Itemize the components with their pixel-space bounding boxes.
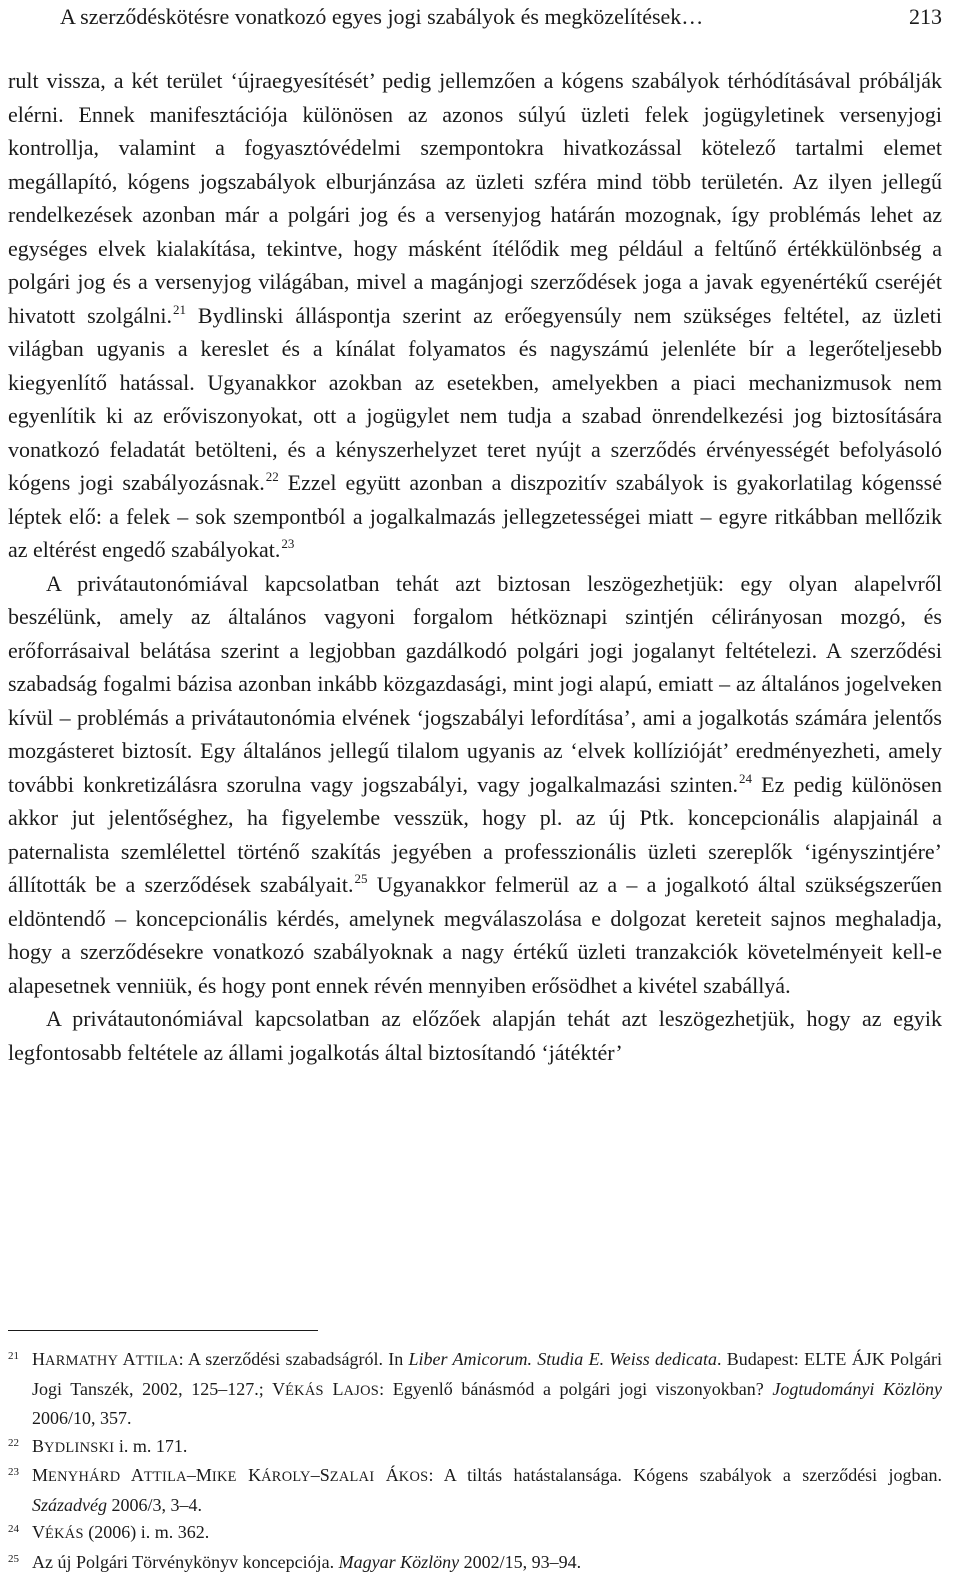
paragraph-1 <box>8 64 942 567</box>
page-number: 213 <box>909 4 942 29</box>
journal-title: Századvég <box>32 1494 107 1515</box>
footnote-ref-22: 22 <box>265 469 279 484</box>
footnote-number: 21 <box>8 1350 19 1362</box>
paragraph-text: Bydlinski álláspontja szerint az erőegyensúly nem szükséges feltétel, az üzleti világban ugyanis a kereslet és a kínálat folyamatos és nagyszámú jelenléte bír a legerőteljesebb kiegyenlítő hatással. Ugyanakkor azokban az esetekben, amelyekben a piaci mechanizmusok nem egyenlítik ki az erőviszonyokat, ott a jogügylet nem tudja a szabad önrendelkezési jog biztosítására vonatkozó feladatát betölteni, és a kényszerhelyzet teret nyújt a szerződés érvényességét befolyásoló kógens jogi szabályozásnak. <box>8 302 942 495</box>
footnote-number: 23 <box>8 1466 19 1478</box>
paragraph-2 <box>8 567 942 1003</box>
footnote-ref-23: 23 <box>281 536 295 551</box>
footnotes <box>8 1346 942 1576</box>
main-text <box>8 64 942 1069</box>
footnote-ref-21: 21 <box>173 301 187 317</box>
paragraph-text: Ez pedig különösen akkor jut jelentőséghez, ha figyelembe vesszük, hogy pl. az új Ptk. koncepcionális alapjainál a paternalista szemlélettel történő szakítás jegyében a professzionális üzleti szereplők ‘igényszintjére’ állították be a szerződések szabályait. <box>8 771 942 897</box>
author-name: MIKE KÁROLY <box>195 1465 311 1485</box>
footnote-24: 24 VÉKÁS (2006) i. m. 362. <box>8 1519 942 1549</box>
author-name: HARMATHY ATTILA <box>32 1349 179 1369</box>
footnote-22: 22 BYDLINSKI i. m. 171. <box>8 1433 942 1463</box>
paragraph-3: A privátautonómiával kapcsolatban az előzőek alapján tehát azt leszögezhetjük, hogy az egyik legfontosabb feltétele az állami jogalkotás által biztosítandó ‘játéktér’ <box>8 1006 942 1065</box>
book-title: Liber Amicorum. Studia E. Weiss dedicata <box>408 1349 717 1369</box>
footnote-number: 24 <box>8 1523 19 1535</box>
paragraph-text: Ugyanakkor felmerül az a – a jogalkotó által szükségszerűen eldöntendő – koncepcionális kérdés, amelynek megválaszolása e dolgozat kereteit sajnos meghaladja, hogy a szerződésekre vonatkozó szabályoknak a nagy értékű üzleti tranzakciók követelményeit kell-e alapesetnek venniük, és hogy pont ennek révén mennyiben erősödhet a kivétel szabállyá. <box>8 872 942 998</box>
running-header <box>60 0 942 34</box>
footnote-ref-25: 25 <box>354 871 368 886</box>
footnote-21: 21 HARMATHY ATTILA: A szerződési szabadságról. In Liber Amicorum. Studia E. Weiss dedicata. Budapest: ELTE ÁJK Polgári Jogi Tanszék, 2002, 125–127.; VÉKÁS LAJOS: Egyenlő bánásmód a polgári jogi viszonyokban? Jogtudományi Közlöny 2006/10, 357. <box>8 1346 942 1433</box>
journal-title: Magyar Közlöny <box>338 1551 460 1572</box>
footnote-number: 25 <box>8 1552 19 1565</box>
paragraph-text: A privátautonómiával kapcsolatban tehát azt biztosan leszögezhetjük: egy olyan alapelvről beszélünk, amely az általános vagyoni forgalom hétköznapi szintjén célirányosan mozgó, és erőforrásaival belátása szerint a legjobban gazdálkodó polgári jogi jogalanyt feltételezi. A szerződési szabadság fogalmi bázisa azonban inkább közgazdasági, mint jogi alapú, emiatt – az általános jogelveken kívül – problémás a privátautonómia elvének ‘jogszabályi lefordítása’, ami a jogalkotás számára jelentős mozgásteret biztosít. Egy általános jellegű tilalom ugyanis az ‘elvek kollízióját’ eredményezheti, amely további konkretizálásra szorulna vagy jogszabályi, vagy jogalkalmazási szinten. <box>8 570 942 797</box>
author-name: SZALAI ÁKOS <box>319 1465 429 1485</box>
paragraph-text: Ezzel együtt azonban a diszpozitív szabályok is gyakorlatilag kógenssé léptek elő: a felek – sok szempontból a jogalkalmazás jellegzetességei miatt – egyre ritkábban mellőzik az eltérést engedő szabályokat. <box>8 470 943 562</box>
running-title: A szerződéskötésre vonatkozó egyes jogi szabályok és megközelítések… <box>60 4 704 29</box>
author-name: VÉKÁS <box>32 1522 84 1542</box>
footnote-ref-24: 24 <box>738 770 752 786</box>
footnote-23: 23 MENYHÁRD ATTILA–MIKE KÁROLY–SZALAI ÁKOS: A tiltás hatástalansága. Kógens szabályok a szerződési jogban. Századvég 2006/3, 3–4. <box>8 1462 942 1519</box>
footnote-number: 22 <box>8 1436 19 1449</box>
journal-title: Jogtudományi Közlöny <box>772 1378 943 1399</box>
footnote-25: 25 Az új Polgári Törvénykönyv koncepciója. Magyar Közlöny 2002/15, 93–94. <box>8 1549 942 1577</box>
author-name: BYDLINSKI <box>32 1435 115 1456</box>
paragraph-text: rult vissza, a két terület ‘újraegyesítését’ pedig jellemzően a kógens szabályok térhódításával próbálják elérni. Ennek manifesztációja különösen az azonos súlyú üzleti felek jogügyletinek versenyjogi kontrollja, valamint a fogyasztóvédelmi szempontokra hivatkozással kötelező tartalmi elemet megállapító, kógens jogszabályok elburjánzása az üzleti szféra mind több területén. Az ilyen jellegű rendelkezések azonban már a polgári jog és a versenyjog határán mozognak, így problémás lehet az egységes elvek kialakítása, tekintve, hogy másként ítélődik meg például a feltűnő értékkülönbség a polgári jog és a versenyjog világában, mivel a magánjogi szerződések joga a javak egyenértékű cseréjét hivatott szolgálni. <box>8 68 942 328</box>
author-name: MENYHÁRD ATTILA <box>32 1465 187 1485</box>
footnote-divider <box>8 1330 318 1331</box>
author-name: VÉKÁS LAJOS <box>272 1378 380 1399</box>
